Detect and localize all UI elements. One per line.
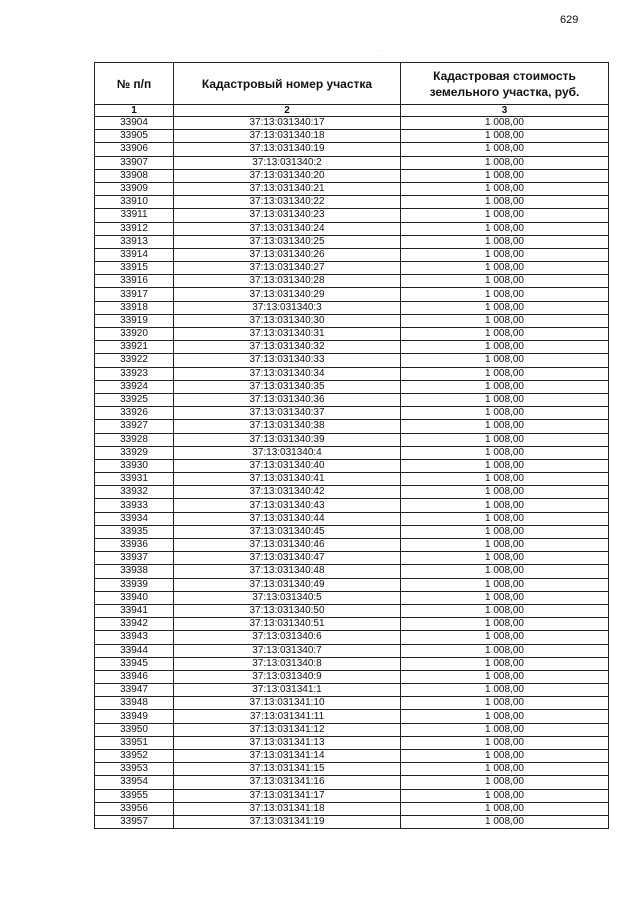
scan-mark: · [380,48,382,54]
cadastral-value-cell: 1 008,00 [401,486,609,499]
cadastral-value-cell: 1 008,00 [401,130,609,143]
cadastral-value-cell: 1 008,00 [401,710,609,723]
row-number-cell: 33904 [95,117,174,130]
table-row [95,196,609,209]
row-number-cell: 33941 [95,604,174,617]
cadastral-number-cell: 37:13:031340:28 [174,275,401,288]
row-number-cell: 33916 [95,275,174,288]
table-row [95,380,609,393]
cadastral-number-cell: 37:13:031340:29 [174,288,401,301]
cadastral-table [94,62,609,829]
cadastral-value-cell: 1 008,00 [401,525,609,538]
cadastral-value-cell: 1 008,00 [401,248,609,261]
table-row [95,420,609,433]
cadastral-value-cell: 1 008,00 [401,275,609,288]
row-number-cell: 33912 [95,222,174,235]
row-number-cell: 33935 [95,525,174,538]
table-row [95,393,609,406]
row-number-cell: 33928 [95,433,174,446]
table-row [95,591,609,604]
table-row [95,473,609,486]
row-number-cell: 33949 [95,710,174,723]
table-row [95,446,609,459]
row-number-cell: 33945 [95,657,174,670]
cadastral-number-cell: 37:13:031340:32 [174,341,401,354]
row-number-cell: 33909 [95,182,174,195]
row-number-cell: 33919 [95,314,174,327]
cadastral-value-cell: 1 008,00 [401,156,609,169]
cadastral-number-cell: 37:13:031340:39 [174,433,401,446]
table-row [95,618,609,631]
row-number-cell: 33923 [95,367,174,380]
cadastral-number-cell: 37:13:031340:17 [174,117,401,130]
row-number-cell: 33939 [95,578,174,591]
row-number-cell: 33914 [95,248,174,261]
row-number-cell: 33938 [95,565,174,578]
row-number-cell: 33955 [95,789,174,802]
cadastral-number-cell: 37:13:031341:17 [174,789,401,802]
cadastral-number-cell: 37:13:031341:16 [174,776,401,789]
table-row [95,723,609,736]
cadastral-value-cell: 1 008,00 [401,604,609,617]
cadastral-number-cell: 37:13:031340:25 [174,235,401,248]
table-row [95,143,609,156]
index-row [95,105,609,117]
cadastral-number-cell: 37:13:031340:22 [174,196,401,209]
cadastral-value-cell: 1 008,00 [401,539,609,552]
cadastral-number-cell: 37:13:031341:12 [174,723,401,736]
table-row [95,657,609,670]
row-number-cell: 33947 [95,684,174,697]
cadastral-number-cell: 37:13:031340:27 [174,262,401,275]
cadastral-number-cell: 37:13:031341:10 [174,697,401,710]
row-number-cell: 33946 [95,670,174,683]
table-row [95,354,609,367]
cadastral-number-cell: 37:13:031340:30 [174,314,401,327]
row-number-cell: 33926 [95,407,174,420]
cadastral-value-cell: 1 008,00 [401,301,609,314]
table-row [95,222,609,235]
cadastral-number-cell: 37:13:031340:8 [174,657,401,670]
table-row [95,262,609,275]
table-row [95,802,609,815]
cadastral-value-cell: 1 008,00 [401,354,609,367]
row-number-cell: 33950 [95,723,174,736]
cadastral-number-cell: 37:13:031340:48 [174,565,401,578]
cadastral-number-cell: 37:13:031340:51 [174,618,401,631]
table-row [95,433,609,446]
row-number-cell: 33937 [95,552,174,565]
cadastral-number-cell: 37:13:031340:46 [174,539,401,552]
table-row [95,565,609,578]
table-row [95,156,609,169]
table-row [95,367,609,380]
page-number: 629 [560,14,579,26]
table-row [95,697,609,710]
row-number-cell: 33930 [95,459,174,472]
cadastral-number-cell: 37:13:031340:2 [174,156,401,169]
header-number: № п/п [95,63,174,105]
cadastral-value-cell: 1 008,00 [401,446,609,459]
cadastral-value-cell: 1 008,00 [401,433,609,446]
table-row [95,552,609,565]
table-row [95,169,609,182]
cadastral-number-cell: 37:13:031340:4 [174,446,401,459]
table-row [95,459,609,472]
cadastral-number-cell: 37:13:031340:5 [174,591,401,604]
cadastral-value-cell: 1 008,00 [401,473,609,486]
cadastral-value-cell: 1 008,00 [401,750,609,763]
row-number-cell: 33957 [95,815,174,828]
table-row [95,776,609,789]
table-row [95,710,609,723]
cadastral-value-cell: 1 008,00 [401,697,609,710]
cadastral-number-cell: 37:13:031340:18 [174,130,401,143]
header-cadastral-number: Кадастровый номер участка [174,63,401,105]
cadastral-number-cell: 37:13:031340:42 [174,486,401,499]
row-number-cell: 33924 [95,380,174,393]
cadastral-number-cell: 37:13:031341:13 [174,736,401,749]
cadastral-number-cell: 37:13:031340:41 [174,473,401,486]
cadastral-number-cell: 37:13:031340:50 [174,604,401,617]
cadastral-value-cell: 1 008,00 [401,314,609,327]
row-number-cell: 33954 [95,776,174,789]
cadastral-number-cell: 37:13:031340:35 [174,380,401,393]
cadastral-value-cell: 1 008,00 [401,512,609,525]
row-number-cell: 33925 [95,393,174,406]
row-number-cell: 33940 [95,591,174,604]
cadastral-number-cell: 37:13:031340:33 [174,354,401,367]
table-row [95,815,609,828]
cadastral-value-cell: 1 008,00 [401,117,609,130]
index-2: 2 [174,105,401,117]
cadastral-value-cell: 1 008,00 [401,802,609,815]
table-row [95,407,609,420]
table-row [95,130,609,143]
row-number-cell: 33932 [95,486,174,499]
cadastral-number-cell: 37:13:031341:19 [174,815,401,828]
row-number-cell: 33913 [95,235,174,248]
cadastral-number-cell: 37:13:031341:15 [174,763,401,776]
row-number-cell: 33911 [95,209,174,222]
cadastral-value-cell: 1 008,00 [401,670,609,683]
cadastral-value-cell: 1 008,00 [401,209,609,222]
row-number-cell: 33905 [95,130,174,143]
cadastral-number-cell: 37:13:031340:47 [174,552,401,565]
table-row [95,486,609,499]
cadastral-number-cell: 37:13:031341:14 [174,750,401,763]
cadastral-value-cell: 1 008,00 [401,222,609,235]
cadastral-number-cell: 37:13:031340:23 [174,209,401,222]
cadastral-value-cell: 1 008,00 [401,763,609,776]
row-number-cell: 33934 [95,512,174,525]
cadastral-value-cell: 1 008,00 [401,235,609,248]
table-row [95,604,609,617]
cadastral-value-cell: 1 008,00 [401,644,609,657]
table-row [95,117,609,130]
row-number-cell: 33942 [95,618,174,631]
row-number-cell: 33921 [95,341,174,354]
row-number-cell: 33956 [95,802,174,815]
row-number-cell: 33936 [95,539,174,552]
cadastral-value-cell: 1 008,00 [401,618,609,631]
row-number-cell: 33929 [95,446,174,459]
cadastral-value-cell: 1 008,00 [401,262,609,275]
cadastral-number-cell: 37:13:031340:6 [174,631,401,644]
row-number-cell: 33915 [95,262,174,275]
table-row [95,275,609,288]
row-number-cell: 33952 [95,750,174,763]
cadastral-number-cell: 37:13:031340:24 [174,222,401,235]
table-row [95,499,609,512]
row-number-cell: 33931 [95,473,174,486]
row-number-cell: 33948 [95,697,174,710]
cadastral-value-cell: 1 008,00 [401,815,609,828]
cadastral-value-cell: 1 008,00 [401,143,609,156]
cadastral-number-cell: 37:13:031340:44 [174,512,401,525]
table-row [95,750,609,763]
row-number-cell: 33927 [95,420,174,433]
row-number-cell: 33907 [95,156,174,169]
row-number-cell: 33933 [95,499,174,512]
cadastral-value-cell: 1 008,00 [401,565,609,578]
cadastral-value-cell: 1 008,00 [401,407,609,420]
table-row [95,209,609,222]
cadastral-value-cell: 1 008,00 [401,393,609,406]
table-row [95,328,609,341]
row-number-cell: 33920 [95,328,174,341]
row-number-cell: 33944 [95,644,174,657]
cadastral-number-cell: 37:13:031340:7 [174,644,401,657]
cadastral-value-cell: 1 008,00 [401,367,609,380]
cadastral-value-cell: 1 008,00 [401,459,609,472]
cadastral-number-cell: 37:13:031340:37 [174,407,401,420]
cadastral-number-cell: 37:13:031340:40 [174,459,401,472]
cadastral-value-cell: 1 008,00 [401,736,609,749]
cadastral-value-cell: 1 008,00 [401,591,609,604]
row-number-cell: 33951 [95,736,174,749]
table-row [95,578,609,591]
table-row [95,631,609,644]
row-number-cell: 33906 [95,143,174,156]
cadastral-value-cell: 1 008,00 [401,196,609,209]
cadastral-value-cell: 1 008,00 [401,420,609,433]
cadastral-number-cell: 37:13:031340:3 [174,301,401,314]
row-number-cell: 33918 [95,301,174,314]
index-1: 1 [95,105,174,117]
table-row [95,763,609,776]
cadastral-value-cell: 1 008,00 [401,684,609,697]
row-number-cell: 33908 [95,169,174,182]
cadastral-number-cell: 37:13:031340:34 [174,367,401,380]
cadastral-number-cell: 37:13:031341:18 [174,802,401,815]
cadastral-value-cell: 1 008,00 [401,182,609,195]
cadastral-value-cell: 1 008,00 [401,380,609,393]
cadastral-number-cell: 37:13:031340:26 [174,248,401,261]
cadastral-value-cell: 1 008,00 [401,657,609,670]
cadastral-value-cell: 1 008,00 [401,789,609,802]
row-number-cell: 33922 [95,354,174,367]
table-row [95,525,609,538]
row-number-cell: 33953 [95,763,174,776]
cadastral-value-cell: 1 008,00 [401,723,609,736]
cadastral-number-cell: 37:13:031340:19 [174,143,401,156]
row-number-cell: 33943 [95,631,174,644]
cadastral-value-cell: 1 008,00 [401,328,609,341]
table-row [95,341,609,354]
table-row [95,644,609,657]
index-3: 3 [401,105,609,117]
cadastral-number-cell: 37:13:031341:11 [174,710,401,723]
table-row [95,670,609,683]
header-cadastral-value: Кадастровая стоимость земельного участка, руб. [401,63,609,105]
header-row [95,63,609,105]
table-row [95,182,609,195]
cadastral-value-cell: 1 008,00 [401,169,609,182]
cadastral-number-cell: 37:13:031340:38 [174,420,401,433]
table-row [95,736,609,749]
cadastral-number-cell: 37:13:031340:36 [174,393,401,406]
row-number-cell: 33917 [95,288,174,301]
row-number-cell: 33910 [95,196,174,209]
table-row [95,684,609,697]
cadastral-number-cell: 37:13:031340:20 [174,169,401,182]
cadastral-value-cell: 1 008,00 [401,341,609,354]
cadastral-number-cell: 37:13:031340:21 [174,182,401,195]
cadastral-value-cell: 1 008,00 [401,288,609,301]
cadastral-value-cell: 1 008,00 [401,631,609,644]
cadastral-value-cell: 1 008,00 [401,578,609,591]
table-row [95,512,609,525]
cadastral-value-cell: 1 008,00 [401,776,609,789]
table-row [95,248,609,261]
cadastral-number-cell: 37:13:031340:43 [174,499,401,512]
cadastral-number-cell: 37:13:031340:49 [174,578,401,591]
table-row [95,314,609,327]
table-row [95,301,609,314]
cadastral-value-cell: 1 008,00 [401,499,609,512]
table-row [95,789,609,802]
cadastral-number-cell: 37:13:031340:45 [174,525,401,538]
table-row [95,235,609,248]
cadastral-number-cell: 37:13:031340:31 [174,328,401,341]
cadastral-number-cell: 37:13:031341:1 [174,684,401,697]
cadastral-number-cell: 37:13:031340:9 [174,670,401,683]
table-row [95,539,609,552]
table-row [95,288,609,301]
cadastral-value-cell: 1 008,00 [401,552,609,565]
